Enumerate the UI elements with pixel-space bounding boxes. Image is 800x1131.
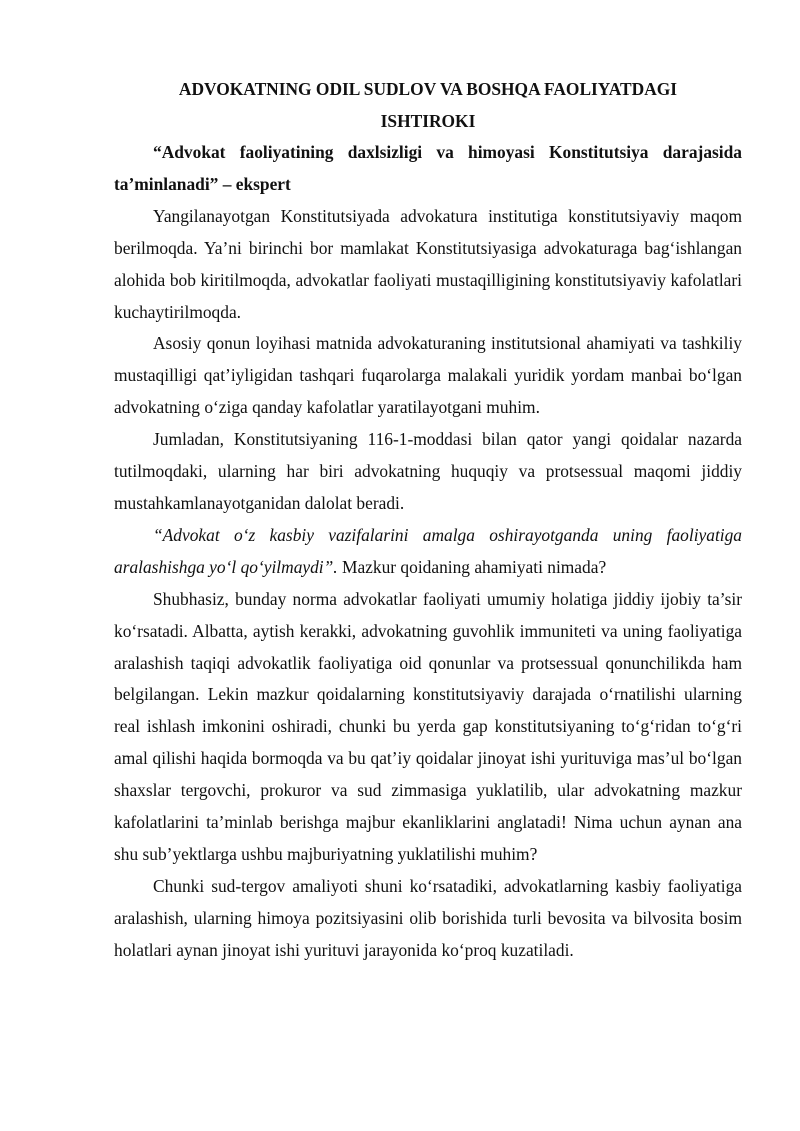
paragraph-3: Jumladan, Konstitutsiyaning 116-1-moddasi bilan qator yangi qoidalar nazarda tutilmoqdaki, ularning har biri advokatning huquqiy va protsessual maqomi jiddiy mustahkamlanayotganidan dalolat beradi. (114, 429, 742, 513)
paragraph-5: Shubhasiz, bunday norma advokatlar faoliyati umumiy holatiga jiddiy ijobiy ta’sir ko‘rsatadi. Albatta, aytish kerakki, advokatning guvohlik immuniteti va uning faoliyatiga aralashish taqiqi advokatlik faoliyatiga oid qonunlar va protsessual qonunchilikda ham belgilangan. Lekin mazkur qoidalarning konstitutsiyaviy darajada o‘rnatilishi ularning real ishlash imkonini oshiradi, chunki bu yerda gap konstitutsiyaning to‘g‘ridan to‘g‘ri amal qilishi haqida bormoqda va bu qat’iy qoidalar jinoyat ishi yurituviga mas’ul bo‘lgan shaxslar tergovchi, prokuror va sud zimmasiga yuklatilib, ular advokatning mazkur kafolatlarini ta’minlab berishga majbur ekanliklarini anglatadi! Nima uchun aynan ana shu sub’yektlarga ushbu majburiyatning yuklatilishi muhim? (114, 588, 742, 864)
document-subtitle: “Advokat faoliyatining daxlsizligi va himoyasi Konstitutsiya darajasida ta’minlanadi” – ekspert (114, 142, 742, 194)
title-line-2: ISHTIROKI (380, 111, 476, 131)
title-line-1: ADVOKATNING ODIL SUDLOV VA BOSHQA FAOLIYATDAGI (178, 79, 678, 99)
paragraph-2: Asosiy qonun loyihasi matnida advokaturaning institutsional ahamiyati va tashkiliy mustaqilligi qat’iyligidan tashqari fuqarolarga malakali yuridik yordam manbai bo‘lgan advokatning o‘ziga qanday kafolatlar yaratilayotgani muhim. (114, 333, 742, 418)
paragraph-quote (114, 520, 742, 584)
paragraph-1: Yangilanayotgan Konstitutsiyada advokatura institutiga konstitutsiyaviy maqom berilmoqda. Ya’ni birinchi bor mamlakat Konstitutsiyasiga advokaturaga bag‘ishlangan alohida bob kiritilmoqda, advokatlar faoliyati mustaqilligining konstitutsiyaviy kafolatlari kuchaytirilmoqda. (114, 205, 742, 322)
quote-question: Mazkur qoidaning ahamiyati nimada? (337, 556, 607, 577)
quote-italic: “Advokat o‘z kasbiy vazifalarini amalga oshirayotganda uning faoliyatiga aralashishga yo‘l qo‘yilmaydi”. (114, 524, 742, 577)
document-title (114, 73, 742, 137)
paragraph-6: Chunki sud-tergov amaliyoti shuni ko‘rsatadiki, advokatlarning kasbiy faoliyatiga aralashish, ularning himoya pozitsiyasini olib borishida turli bevosita va bilvosita bosim holatlari aynan jinoyat ishi yurituvi jarayonida ko‘proq kuzatiladi. (114, 875, 742, 960)
document-page (114, 73, 742, 967)
